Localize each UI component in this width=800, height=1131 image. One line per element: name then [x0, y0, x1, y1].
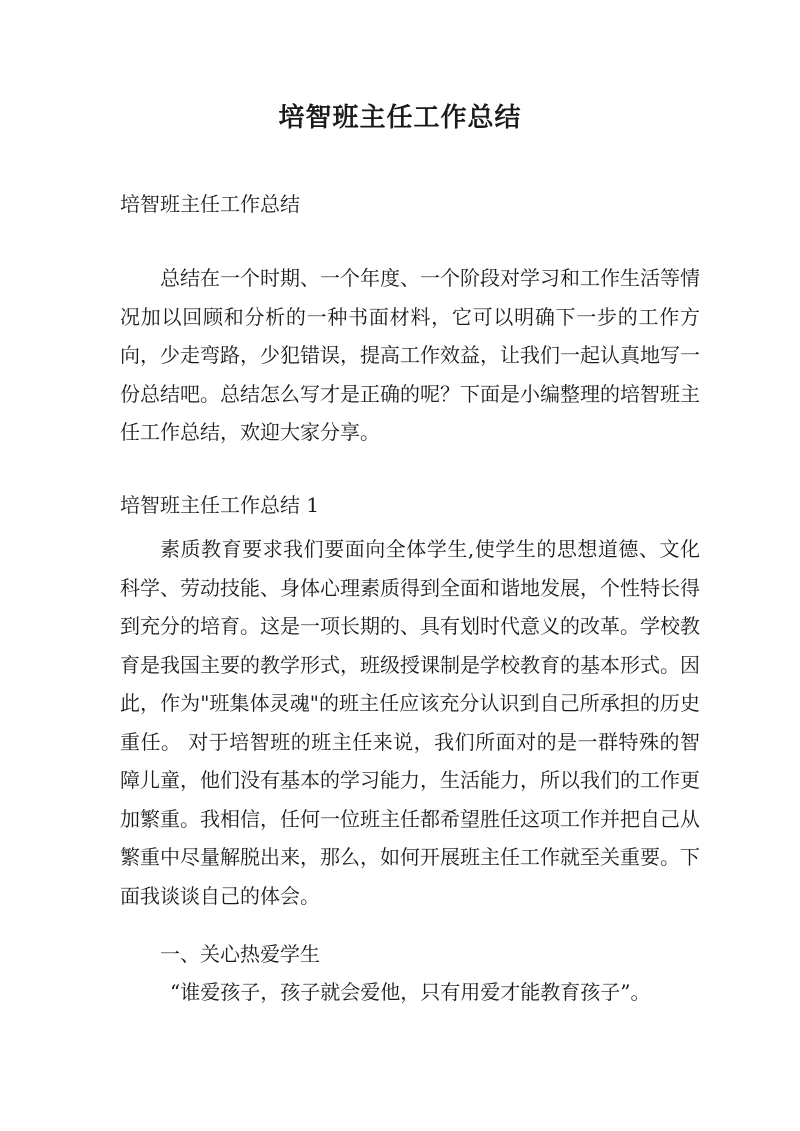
section-heading: 培智班主任工作总结 1 — [120, 493, 320, 517]
document-title: 培智班主任工作总结 — [278, 103, 522, 133]
intro-paragraph: 总结在一个时期、一个年度、一个阶段对学习和工作生活等情况加以回顾和分析的一种书面材料，它可以明确下一步的工作方向，少走弯路，少犯错误，提高工作效益，让我们一起认真地写一份总结吧。总结怎么写才是正确的呢？下面是小编整理的培智班主任工作总结，欢迎大家分享。 — [120, 266, 700, 444]
quote-line: “谁爱孩子，孩子就会爱他，只有用爱才能教育孩子”。 — [170, 980, 651, 1004]
section-paragraph: 素质教育要求我们要面向全体学生,使学生的思想道德、文化科学、劳动技能、身体心理素质得到全面和谐地发展，个性特长得到充分的培育。这是一项长期的、具有划时代意义的改革。学校教育是我国主要的教学形式，班级授课制是学校教育的基本形式。因此，作为"班集体灵魂"的班主任应该充分认识到自己所承担的历史重任。 对于培智班的班主任来说，我们所面对的是一群特殊的智障儿童，他们没有基本的学习能力，生活能力，所以我们的工作更加繁重。我相信，任何一位班主任都希望胜任这项工作并把自己从繁重中尽量解脱出来，那么，如何开展班主任工作就至关重要。下面我谈谈自己的体会。 — [120, 537, 700, 908]
list-heading: 一、关心热爱学生 — [160, 942, 320, 966]
document-subtitle: 培智班主任工作总结 — [120, 192, 300, 216]
